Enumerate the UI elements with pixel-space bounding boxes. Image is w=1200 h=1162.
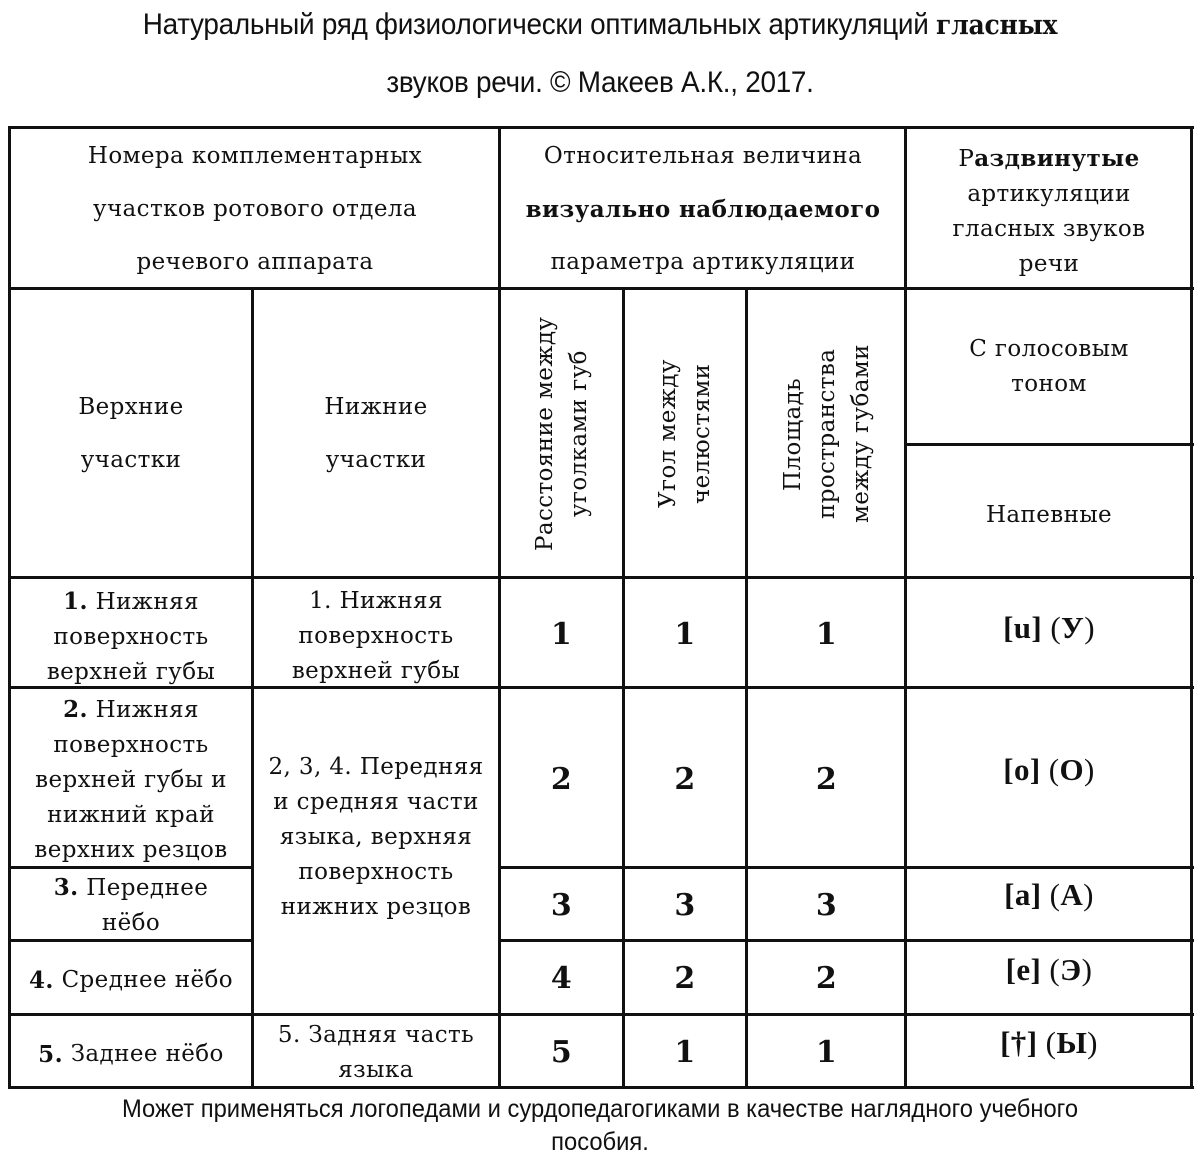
value-lip-corners-2: 2 xyxy=(550,761,573,797)
upper-site-1: 1. Нижняя поверхность верхней губы xyxy=(46,588,216,685)
table-rule xyxy=(8,939,252,942)
document-title-line-2: звуков речи. © Макеев А.К., 2017. xyxy=(386,66,814,99)
header-lip-space-area: Площадь пространства между губами xyxy=(779,344,874,523)
header-articulations-rest: артикуляции гласных звуков речи xyxy=(952,181,1146,277)
value-jaw-angle-3: 3 xyxy=(674,887,696,923)
table-rule xyxy=(8,1013,1194,1016)
header-parameters-bold: визуально наблюдаемого xyxy=(525,195,881,223)
table-rule xyxy=(906,443,1194,446)
header-articulations-bold: аздвинутые xyxy=(974,145,1140,172)
table-rule xyxy=(8,866,252,869)
value-lip-area-1: 1 xyxy=(815,616,838,652)
header-group-sites: Номера комплементарных участков ротового отдела речевого аппарата xyxy=(87,142,423,275)
header-sung: Напевные xyxy=(985,502,1113,528)
value-jaw-angle-4: 2 xyxy=(674,961,696,996)
header-parameters-post: параметра артикуляции xyxy=(550,248,856,275)
table-rule xyxy=(8,686,1194,689)
header-group-parameters xyxy=(500,129,906,289)
value-lip-corners-3: 3 xyxy=(550,887,573,923)
vowel-4: [e] ( Э ) xyxy=(1005,952,1093,987)
header-upper-sites: Верхние участки xyxy=(78,393,184,473)
vowel-5: [†] ( Ы ) xyxy=(1000,1025,1098,1060)
value-jaw-angle-5: 1 xyxy=(674,1035,696,1070)
title-regular: Натуральный ряд физиологически оптимальных артикуляций xyxy=(142,8,929,41)
value-jaw-angle-1: 1 xyxy=(674,616,696,652)
lower-site-5: 5. Задняя часть языка xyxy=(277,1021,475,1083)
table-rule xyxy=(8,287,1194,290)
vowel-1: [u] ( У ) xyxy=(1003,610,1095,645)
upper-site-4: 4. Среднее нёбо xyxy=(29,967,233,994)
header-parameters-pre: Относительная величина xyxy=(543,142,863,169)
value-lip-corners-4: 4 xyxy=(550,961,573,996)
vowel-2: [o] ( О ) xyxy=(1003,752,1095,787)
header-lower-sites: Нижние участки xyxy=(324,393,428,473)
header-voiced: С голосовым тоном xyxy=(969,336,1129,397)
footer-note-line-2: пособия. xyxy=(551,1128,649,1156)
lower-site-2-3-4: 2, 3, 4. Передняя и средняя части языка, верхняя поверхность нижних резцов xyxy=(268,754,484,920)
table-rule xyxy=(622,287,625,1089)
upper-site-3: 3. Переднее нёбо xyxy=(53,874,209,936)
upper-site-5: 5. Заднее нёбо xyxy=(38,1041,224,1068)
header-articulations-first-letter: Р xyxy=(958,146,975,172)
value-lip-area-4: 2 xyxy=(815,961,838,996)
table-rule xyxy=(8,576,1194,579)
table-rule xyxy=(498,126,501,1089)
table-rule xyxy=(251,287,254,1089)
value-lip-corners-5: 5 xyxy=(550,1035,573,1070)
header-jaw-angle: Угол между челюстями xyxy=(655,359,715,508)
header-group-articulations xyxy=(906,129,1192,289)
value-lip-area-5: 1 xyxy=(815,1035,838,1070)
footer-note-line-1: Может применяться логопедами и сурдопедагогиками в качестве наглядного учебного xyxy=(121,1095,1079,1123)
value-lip-area-3: 3 xyxy=(815,887,838,923)
table-rule xyxy=(500,939,1194,942)
title-bold: гласных xyxy=(936,10,1058,41)
value-jaw-angle-2: 2 xyxy=(674,761,696,797)
table-rule xyxy=(904,126,907,1089)
vowel-3: [a] ( А ) xyxy=(1004,877,1094,912)
header-lip-corner-distance: Расстояние между уголками губ xyxy=(531,316,592,551)
table-border-bottom xyxy=(8,1086,1194,1089)
lower-site-1: 1. Нижняя поверхность верхней губы xyxy=(291,588,461,684)
value-lip-corners-1: 1 xyxy=(550,616,573,652)
value-lip-area-2: 2 xyxy=(815,761,838,797)
table-rule xyxy=(745,287,748,1089)
table-rule xyxy=(500,866,1194,869)
upper-site-2: 2. Нижняя поверхность верхней губы и нижний край верхних резцов xyxy=(34,696,228,863)
table-border-top xyxy=(8,126,1194,129)
table-border-left xyxy=(8,126,11,1089)
table-border-right xyxy=(1190,126,1193,1089)
